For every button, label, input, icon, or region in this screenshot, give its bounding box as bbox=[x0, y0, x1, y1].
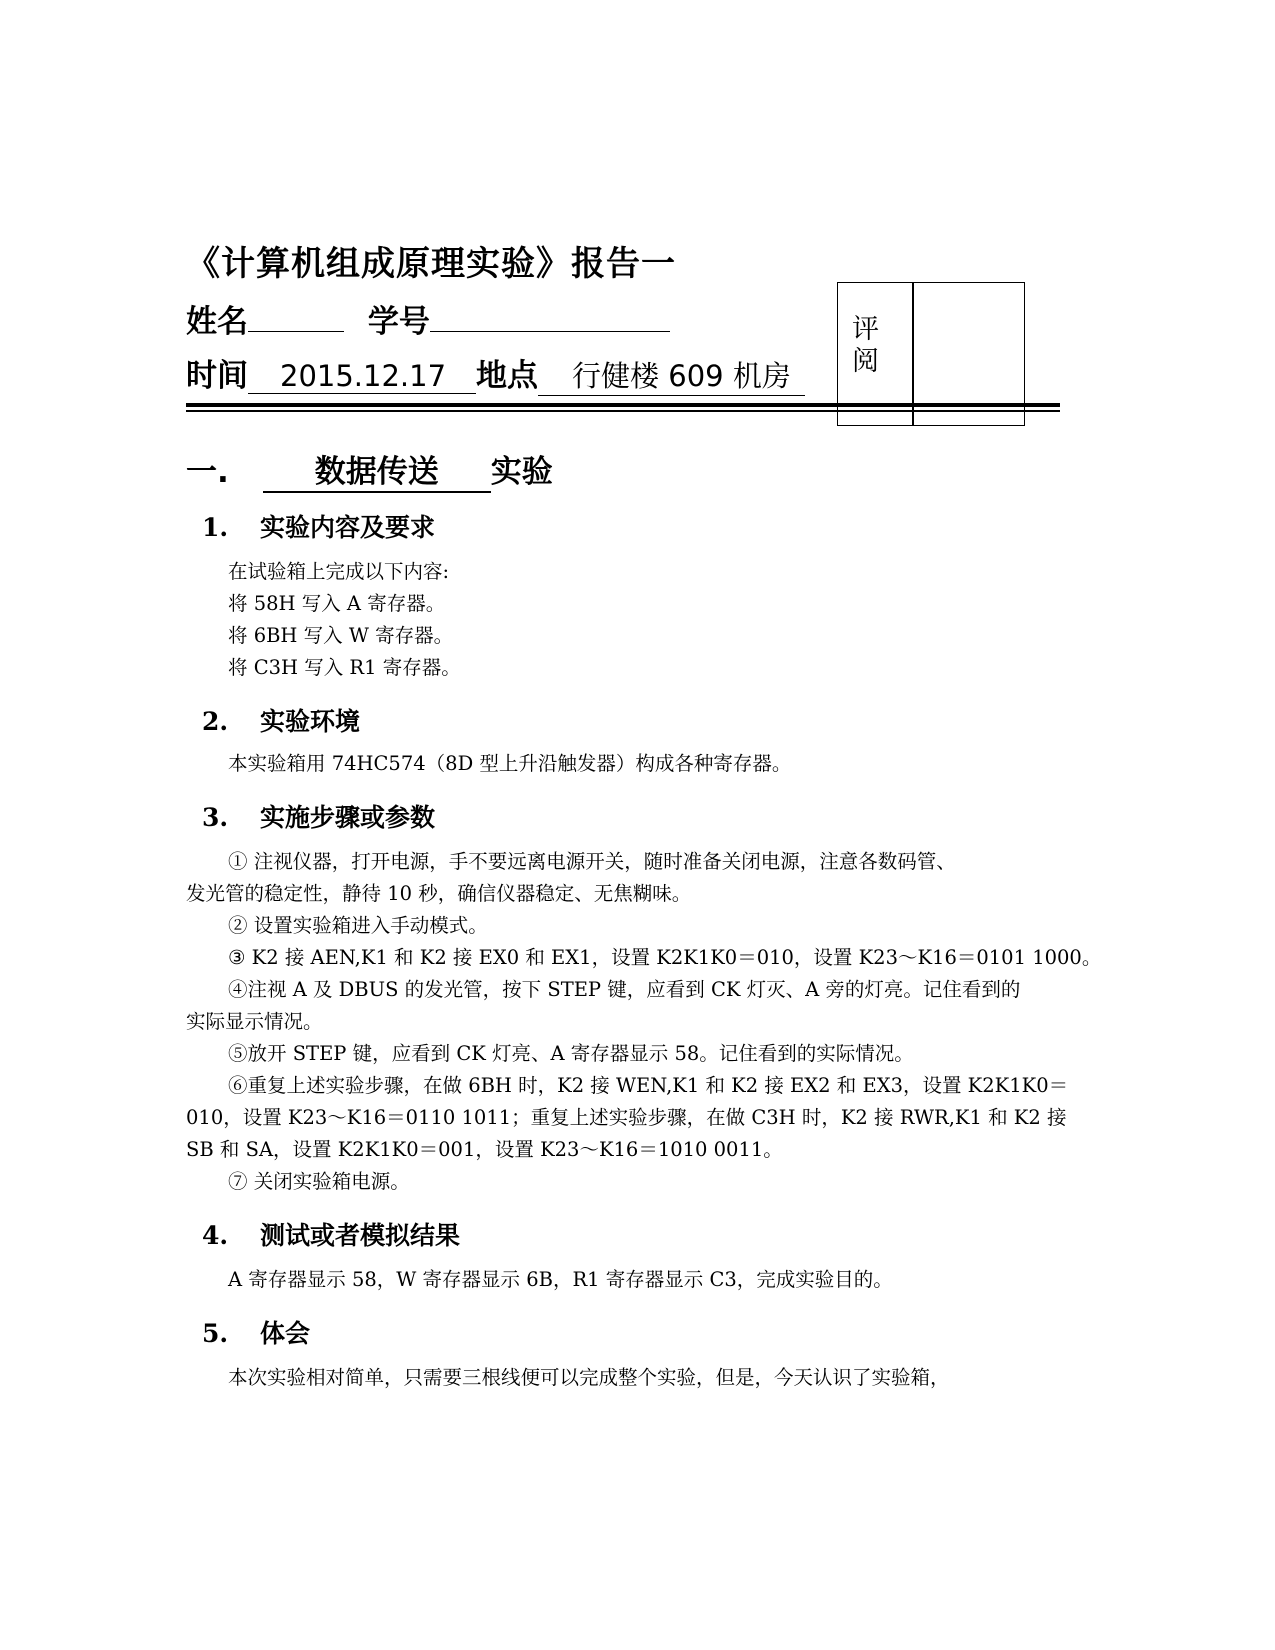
subsection-heading bbox=[202, 508, 435, 544]
text-line: ② 设置实验箱进入手动模式。 bbox=[228, 914, 488, 937]
text-line: 实际显示情况。 bbox=[186, 1010, 323, 1033]
text-line: SB 和 SA，设置 K2K1K0＝001，设置 K23～K16＝1010 0011。 bbox=[186, 1138, 783, 1161]
subsection-heading bbox=[202, 702, 360, 738]
subsection-title: 测试或者模拟结果 bbox=[260, 1221, 461, 1250]
name-field bbox=[248, 301, 344, 332]
subsection-title: 实验内容及要求 bbox=[260, 513, 436, 542]
subsection-number: 1. bbox=[202, 513, 229, 542]
paragraph bbox=[186, 748, 1088, 780]
text-line: 发光管的稳定性，静待 10 秒，确信仪器稳定、无焦糊味。 bbox=[186, 882, 692, 905]
subsection-title: 体会 bbox=[260, 1319, 311, 1348]
id-label: 学号 bbox=[367, 304, 430, 340]
subsection-number: 5. bbox=[202, 1319, 229, 1348]
report-title: 《计算机组成原理实验》报告一 bbox=[186, 244, 676, 284]
subsection-title: 实施步骤或参数 bbox=[260, 803, 436, 832]
text-line: ④注视 A 及 DBUS 的发光管，按下 STEP 键，应看到 CK 灯灭、A 旁的灯亮。记住看到的 bbox=[228, 978, 1021, 1001]
review-label: 评阅 bbox=[852, 314, 879, 377]
header-rule-thick bbox=[186, 403, 1060, 407]
text-line: A 寄存器显示 58，W 寄存器显示 6B，R1 寄存器显示 C3，完成实验目的。 bbox=[228, 1268, 893, 1291]
text-line: 将 58H 写入 A 寄存器。 bbox=[228, 592, 446, 615]
text-line: 将 C3H 写入 R1 寄存器。 bbox=[228, 656, 461, 679]
text-line: 将 6BH 写入 W 寄存器。 bbox=[228, 624, 454, 647]
text-line: ⑥重复上述实验步骤，在做 6BH 时，K2 接 WEN,K1 和 K2 接 EX2 和 EX3，设置 K2K1K0＝ bbox=[228, 1074, 1069, 1097]
subsection-heading bbox=[202, 1314, 310, 1350]
header-rule-thin bbox=[186, 410, 1060, 412]
section-number: 一. bbox=[186, 454, 229, 490]
text-line: ① 注视仪器，打开电源，手不要远离电源开关，随时准备关闭电源，注意各数码管、 bbox=[228, 850, 956, 873]
text-line: ③ K2 接 AEN,K1 和 K2 接 EX0 和 EX1，设置 K2K1K0＝010，设置 K23～K16＝0101 1000。 bbox=[228, 946, 1102, 969]
place-value: 行健楼 609 机房 bbox=[538, 354, 805, 396]
section-heading bbox=[186, 446, 553, 493]
subsection-number: 3. bbox=[202, 803, 229, 832]
place-label: 地点 bbox=[476, 358, 539, 394]
section-suffix: 实验 bbox=[490, 454, 553, 490]
paragraph bbox=[186, 1264, 1088, 1296]
text-line: 在试验箱上完成以下内容: bbox=[228, 560, 450, 583]
subsection-title: 实验环境 bbox=[260, 707, 361, 736]
subsection-number: 4. bbox=[202, 1221, 229, 1250]
paragraph bbox=[186, 556, 1088, 684]
text-line: ⑦ 关闭实验箱电源。 bbox=[228, 1170, 410, 1193]
subsection-heading bbox=[202, 798, 435, 834]
subsection-number: 2. bbox=[202, 707, 229, 736]
id-field bbox=[430, 301, 670, 332]
paragraph bbox=[186, 846, 1102, 1198]
name-id-line bbox=[186, 296, 670, 341]
section-title: 数据传送 bbox=[263, 446, 491, 493]
text-line: 本次实验相对简单，只需要三根线便可以完成整个实验，但是，今天认识了实验箱， bbox=[228, 1366, 950, 1389]
time-place-line bbox=[186, 350, 805, 396]
name-label: 姓名 bbox=[186, 304, 248, 340]
text-line: 010，设置 K23～K16＝0110 1011；重复上述实验步骤，在做 C3H 时，K2 接 RWR,K1 和 K2 接 bbox=[186, 1106, 1067, 1129]
text-line: ⑤放开 STEP 键，应看到 CK 灯亮、A 寄存器显示 58。记住看到的实际情况。 bbox=[228, 1042, 914, 1065]
time-label: 时间 bbox=[186, 358, 248, 394]
subsection-heading bbox=[202, 1216, 460, 1252]
text-line: 本实验箱用 74HC574（8D 型上升沿触发器）构成各种寄存器。 bbox=[228, 752, 792, 775]
paragraph bbox=[186, 1362, 1088, 1394]
time-value: 2015.12.17 bbox=[248, 359, 476, 394]
